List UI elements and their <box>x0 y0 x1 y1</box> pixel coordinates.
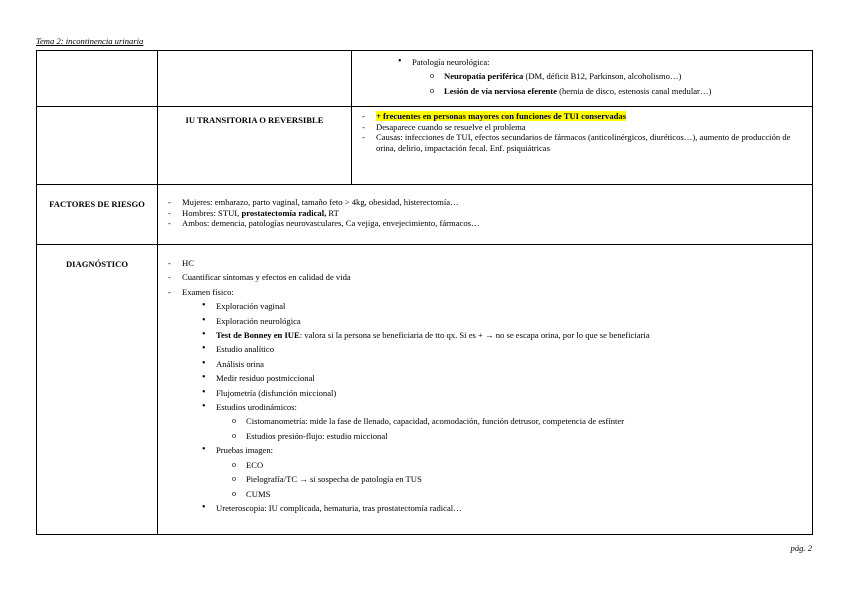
content-table <box>36 50 813 535</box>
row-diagnostico <box>37 245 813 535</box>
page-number: pág. 2 <box>790 543 812 553</box>
list-item: o CUMS <box>232 487 806 501</box>
list-item: - + frecuentes en personas mayores con funciones de TUI conservadas <box>358 111 806 122</box>
cell-iu-transitoria <box>352 107 813 185</box>
list-item: • Estudio analítico <box>202 342 806 356</box>
cell-empty-label-2 <box>37 107 158 185</box>
list-item: • Test de Bonney en IUE: valora si la persona se beneficiaria de tto qx. Si es + → no se escapa orina, por lo que se beneficiaria <box>202 328 806 342</box>
cell-factores <box>158 185 813 245</box>
cell-empty-sub <box>158 51 352 107</box>
factores-label: FACTORES DE RIESGO <box>37 185 158 245</box>
list-item: - Causas: infecciones de TUI, efectos secundarios de fármacos (anticolinérgicos, diuréticos…), aumento de producción de orina, delirio, impactación fecal. Enf. psiquiátricas <box>358 132 806 153</box>
list-item: • Medir residuo postmiccional <box>202 371 806 385</box>
page-header-title: Tema 2: incontinencia urinaria <box>36 36 144 46</box>
cell-neurologica <box>352 51 813 107</box>
list-item: - Mujeres: embarazo, parto vaginal, tamaño feto > 4kg, obesidad, histerectomía… <box>164 197 806 208</box>
list-item: • Flujometría (disfunción miccional) <box>202 386 806 400</box>
list-item: - Hombres: STUI, prostatectomía radical, RT <box>164 208 806 219</box>
list-item: • Exploración vaginal <box>202 299 806 313</box>
list-item: - Ambos: demencia, patologías neurovasculares, Ca vejiga, envejecimiento, fármacos… <box>164 218 806 229</box>
row-iu-transitoria <box>37 107 813 185</box>
list-item: • Estudios urodinámicos: o Cistomanometría: mide la fase de llenado, capacidad, acomodación, función detrusor, competencia de esfínter o Estudios presión-flujo: estudio miccional <box>202 400 806 443</box>
list-item: o Neuropatía periférica (DM, déficit B12, Parkinson, alcoholismo…) <box>430 69 806 83</box>
diagnostico-label: DIAGNÓSTICO <box>37 245 158 535</box>
list-item: - HC <box>164 256 806 270</box>
row-factores <box>37 185 813 245</box>
list-item: • Ureteroscopia: IU complicada, hematuria, tras prostatectomía radical… <box>202 501 806 515</box>
list-item: - Cuantificar síntomas y efectos en calidad de vida <box>164 270 806 284</box>
list-item: • Patología neurológica: o Neuropatía periférica (DM, déficit B12, Parkinson, alcoholismo…) o Lesión de vía nerviosa eferente (hernia de disco, estenosis canal medular…) <box>398 55 806 98</box>
list-item: - Examen físico: <box>164 285 806 299</box>
list-item: o Lesión de vía nerviosa eferente (hernia de disco, estenosis canal medular…) <box>430 84 806 98</box>
row-neurologica <box>37 51 813 107</box>
list-item: o Estudios presión-flujo: estudio miccional <box>232 429 806 443</box>
list-item: • Exploración neurológica <box>202 314 806 328</box>
list-item: o ECO <box>232 458 806 472</box>
list-item: • Pruebas imagen: o ECO o Pielografía/TC → si sospecha de patología en TUS o CUMS <box>202 443 806 501</box>
list-item: - Desaparece cuando se resuelve el problema <box>358 122 806 133</box>
cell-diagnostico <box>158 245 813 535</box>
list-item: o Pielografía/TC → si sospecha de patología en TUS <box>232 472 806 486</box>
list-item: o Cistomanometría: mide la fase de llenado, capacidad, acomodación, función detrusor, competencia de esfínter <box>232 414 806 428</box>
cell-empty-label <box>37 51 158 107</box>
list-item: • Análisis orina <box>202 357 806 371</box>
iu-transitoria-label: IU TRANSITORIA O REVERSIBLE <box>158 107 352 185</box>
